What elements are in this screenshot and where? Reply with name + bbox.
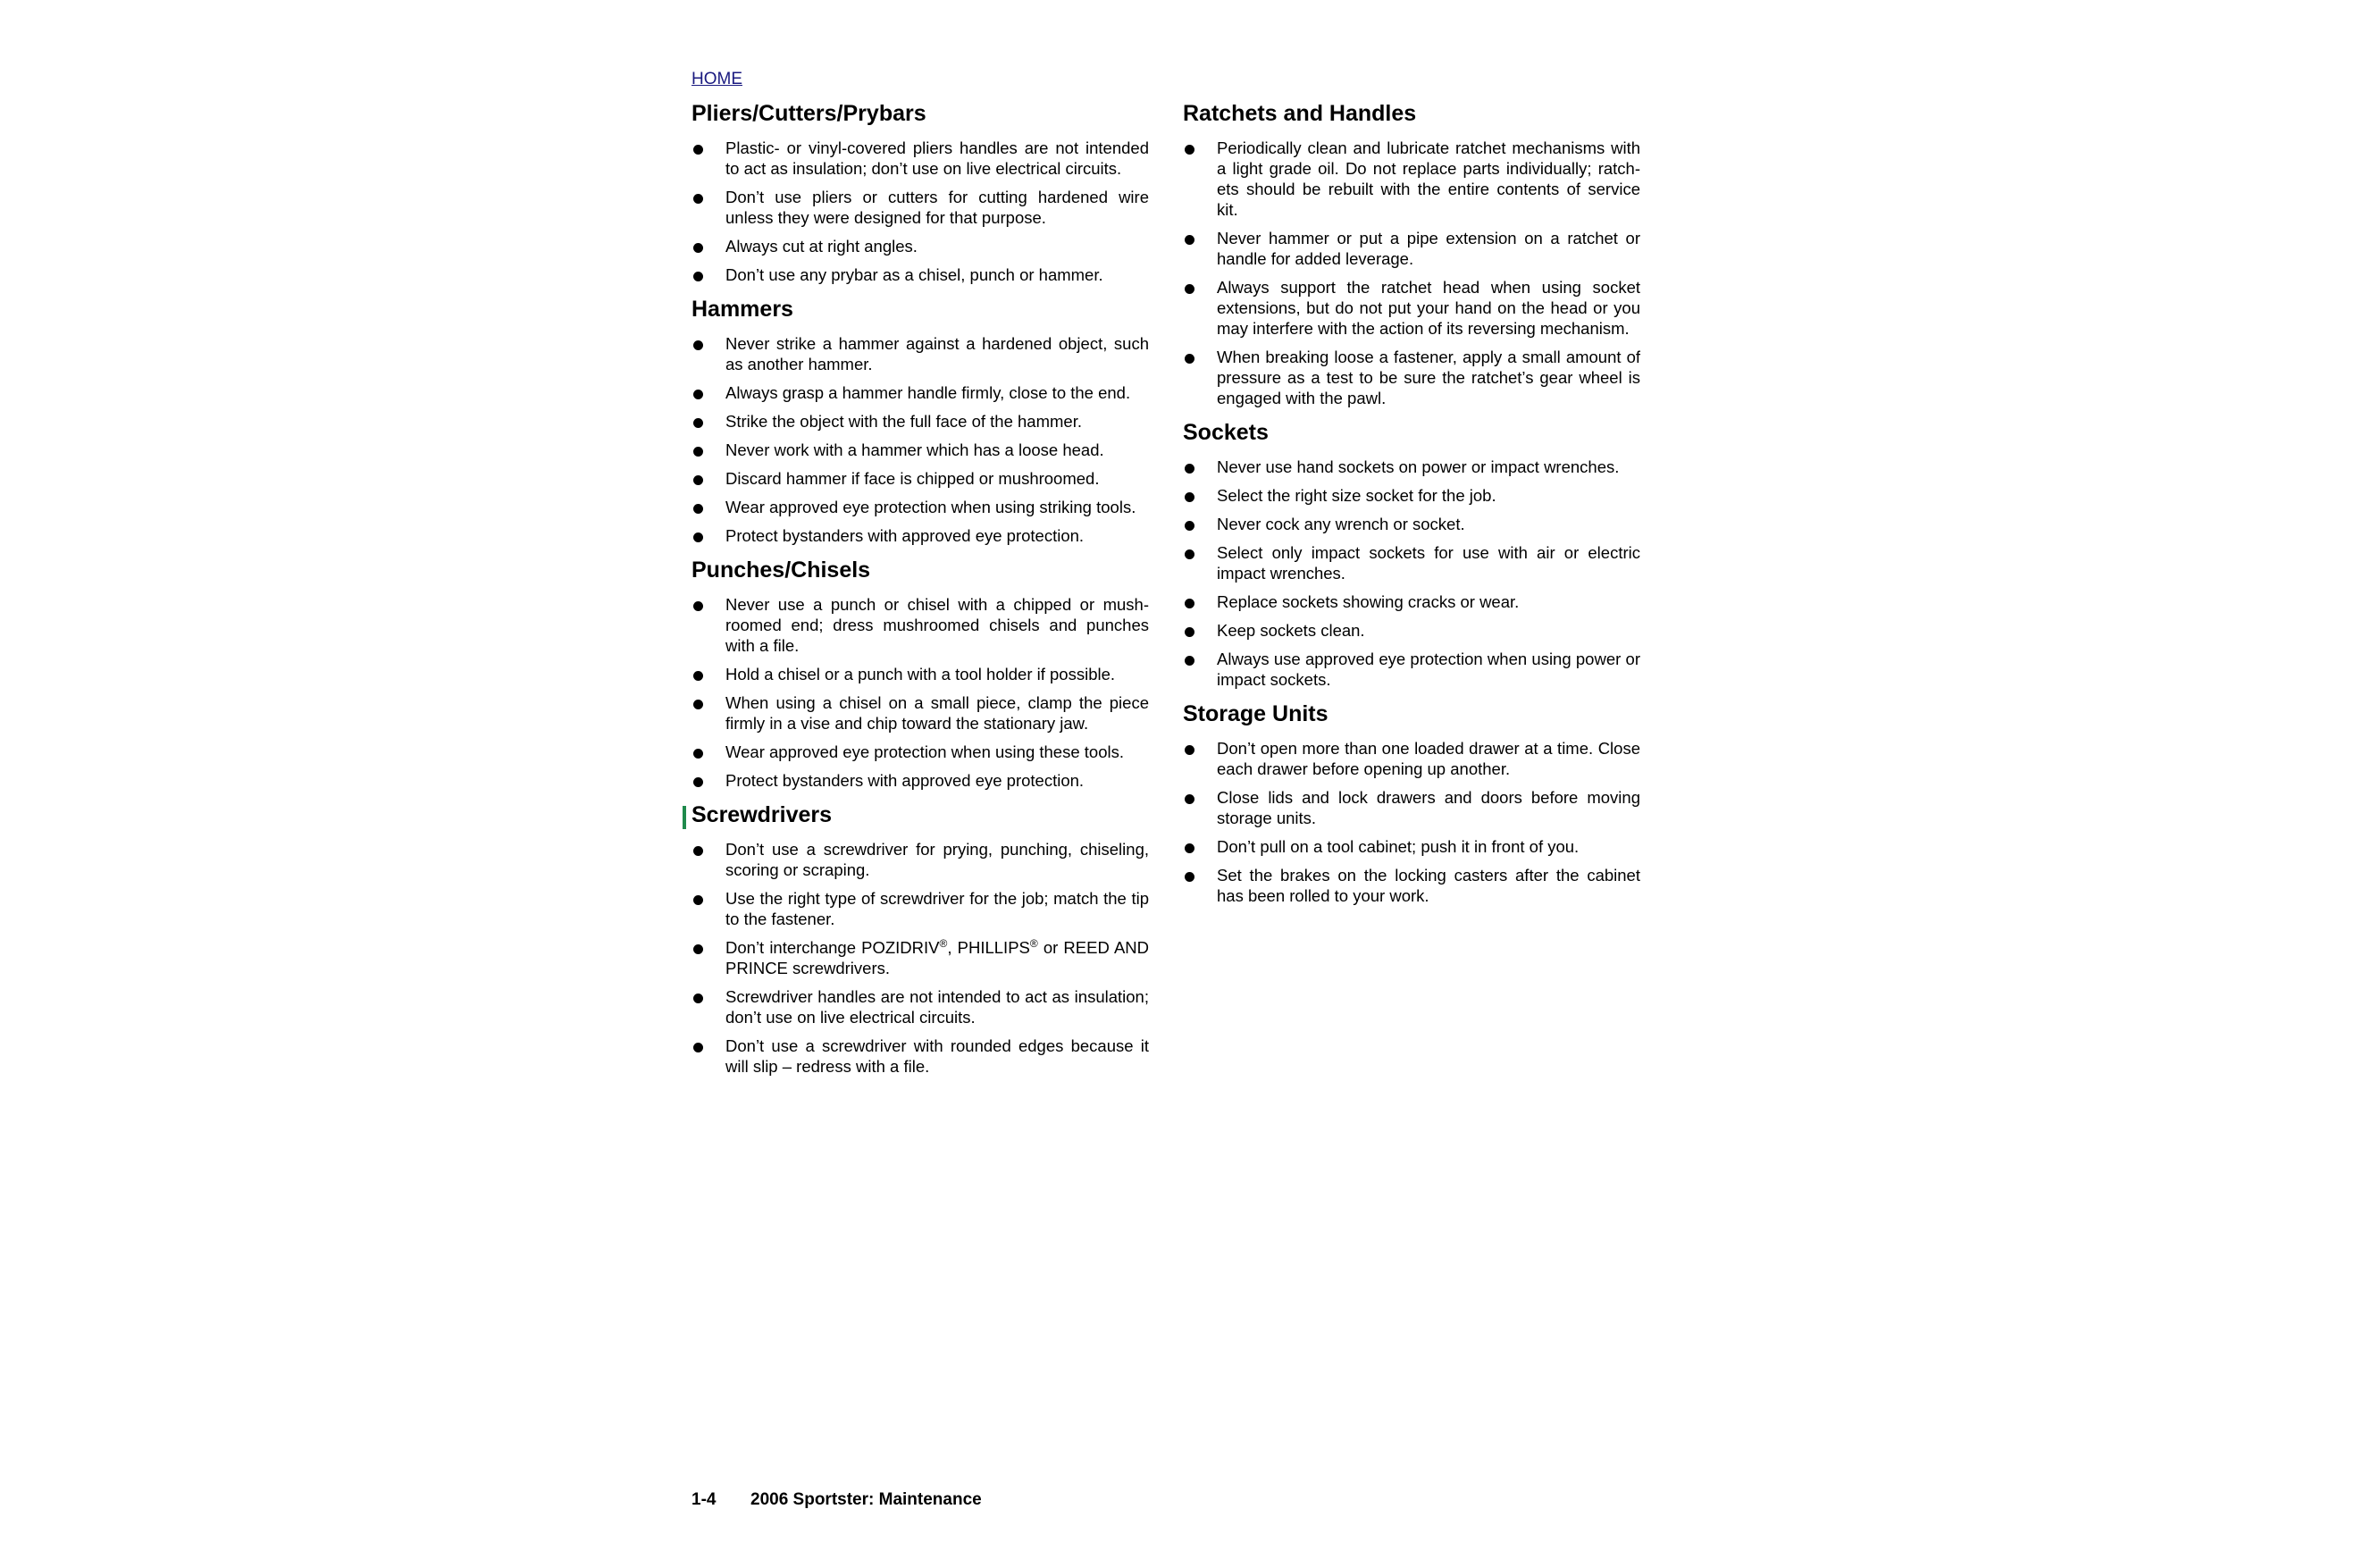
list-item: Keep sockets clean. — [1183, 620, 1640, 641]
list-item: Select the right size socket for the job. — [1183, 485, 1640, 506]
list-item: Don’t use a screwdriver with rounded edges because it will slip – redress with a file. — [691, 1036, 1149, 1077]
list-item: When using a chisel on a small piece, clamp the piece firmly in a vise and chip toward the stationary jaw. — [691, 692, 1149, 734]
bullet-icon — [693, 194, 703, 204]
section-storage-units — [1183, 699, 1640, 906]
list-item: Always grasp a hammer handle firmly, close to the end. — [691, 382, 1149, 403]
list-item: Select only impact sockets for use with air or electric impact wrenches. — [1183, 542, 1640, 583]
bullet-icon — [1185, 492, 1194, 502]
bullet-icon — [693, 145, 703, 155]
list-item: Discard hammer if face is chipped or mushroomed. — [691, 468, 1149, 489]
bullet-icon — [693, 504, 703, 514]
bullet-icon — [693, 994, 703, 1003]
bullet-icon — [693, 777, 703, 787]
section-punches-chisels — [691, 555, 1149, 791]
list-item: When breaking loose a fastener, apply a small amount of pressure as a test to be sure the ratchet’s gear wheel is engaged with the pawl. — [1183, 347, 1640, 408]
list-item: Use the right type of screwdriver for the job; match the tip to the fastener. — [691, 888, 1149, 929]
list-item: Strike the object with the full face of the hammer. — [691, 411, 1149, 432]
list-item: Never use a punch or chisel with a chipped or mushroomed end; dress mushroomed chisels and punches with a file. — [691, 594, 1149, 656]
list-item: Set the brakes on the locking casters after the cabinet has been rolled to your work. — [1183, 865, 1640, 906]
bullet-icon — [693, 532, 703, 542]
section-title: Sockets — [1183, 420, 1269, 445]
bullet-list — [691, 333, 1149, 546]
section-hammers — [691, 294, 1149, 546]
bullet-icon — [693, 944, 703, 954]
list-item: Close lids and lock drawers and doors before moving storage units. — [1183, 787, 1640, 828]
list-item: Always use approved eye protection when using power or impact sockets. — [1183, 649, 1640, 690]
section-title: Ratchets and Handles — [1183, 101, 1417, 126]
list-item: Protect bystanders with approved eye protection. — [691, 525, 1149, 546]
bullet-list — [1183, 138, 1640, 408]
list-item: Always support the ratchet head when using socket extensions, but do not put your hand on the head or you may interfere with the action of its reversing mechanism. — [1183, 277, 1640, 339]
bullet-icon — [693, 1043, 703, 1052]
bullet-list — [691, 839, 1149, 1077]
bullet-icon — [1185, 235, 1194, 245]
section-ratchets-handles — [1183, 98, 1640, 408]
bullet-list — [1183, 457, 1640, 690]
bullet-icon — [1185, 145, 1194, 155]
bullet-icon — [1185, 599, 1194, 608]
list-item: Always cut at right angles. — [691, 236, 1149, 256]
bullet-list — [1183, 738, 1640, 906]
bullet-icon — [1185, 794, 1194, 804]
bullet-icon — [1185, 843, 1194, 853]
list-item: Never hammer or put a pipe extension on a ratchet or handle for added leverage. — [1183, 228, 1640, 269]
change-bar — [683, 806, 686, 829]
section-pliers — [691, 98, 1149, 285]
bullet-icon — [693, 895, 703, 905]
left-column — [691, 98, 1149, 1086]
list-item: Screwdriver handles are not intended to act as insulation; don’t use on live electrical circuits. — [691, 986, 1149, 1027]
bullet-icon — [693, 447, 703, 457]
bullet-icon — [693, 418, 703, 428]
section-title: Storage Units — [1183, 701, 1328, 726]
list-item: Protect bystanders with approved eye protection. — [691, 770, 1149, 791]
list-item: Never work with a hammer which has a loose head. — [691, 440, 1149, 460]
bullet-icon — [1185, 284, 1194, 294]
bullet-icon — [693, 749, 703, 759]
bullet-icon — [693, 846, 703, 856]
bullet-list — [691, 594, 1149, 791]
list-item: Replace sockets showing cracks or wear. — [1183, 591, 1640, 612]
bullet-icon — [1185, 354, 1194, 364]
section-screwdrivers — [691, 800, 1149, 1077]
list-item: Never cock any wrench or socket. — [1183, 514, 1640, 534]
bullet-icon — [1185, 627, 1194, 637]
bullet-icon — [693, 243, 703, 253]
bullet-icon — [1185, 656, 1194, 666]
section-title: Hammers — [691, 297, 793, 322]
bullet-icon — [1185, 464, 1194, 474]
bullet-icon — [693, 601, 703, 611]
list-item: Don’t open more than one loaded drawer at a time. Close each drawer before opening up another. — [1183, 738, 1640, 779]
manual-title: 2006 Sportster: Maintenance — [750, 1490, 982, 1509]
list-item: Hold a chisel or a punch with a tool holder if possible. — [691, 664, 1149, 684]
home-link[interactable]: HOME — [691, 70, 742, 88]
list-item: Don’t pull on a tool cabinet; push it in front of you. — [1183, 836, 1640, 857]
section-title: Pliers/Cutters/Prybars — [691, 101, 926, 126]
list-item: Wear approved eye protection when using striking tools. — [691, 497, 1149, 517]
bullet-icon — [693, 340, 703, 350]
bullet-icon — [1185, 549, 1194, 559]
list-item: Don’t use any prybar as a chisel, punch or hammer. — [691, 264, 1149, 285]
list-item: Don’t use a screwdriver for prying, punching, chiseling, scoring or scraping. — [691, 839, 1149, 880]
list-item: Don’t use pliers or cutters for cutting hardened wire unless they were designed for that purpose. — [691, 187, 1149, 228]
bullet-icon — [693, 700, 703, 709]
bullet-icon — [1185, 521, 1194, 531]
bullet-list — [691, 138, 1149, 285]
bullet-icon — [1185, 872, 1194, 882]
bullet-icon — [693, 390, 703, 399]
section-sockets — [1183, 417, 1640, 690]
bullet-icon — [693, 272, 703, 281]
section-title: Punches/Chisels — [691, 558, 871, 583]
bullet-icon — [693, 671, 703, 681]
list-item: Wear approved eye protection when using these tools. — [691, 742, 1149, 762]
list-item: Periodically clean and lubricate ratchet mechanisms with a light grade oil. Do not replace parts individually; ratchets should be rebuilt with the entire contents of service kit. — [1183, 138, 1640, 220]
list-item: Never strike a hammer against a hardened object, such as another hammer. — [691, 333, 1149, 374]
bullet-icon — [1185, 745, 1194, 755]
bullet-icon — [693, 475, 703, 485]
page-number: 1-4 — [691, 1490, 717, 1509]
section-title: Screwdrivers — [691, 800, 1149, 830]
list-item: Plastic- or vinyl-covered pliers handles are not intended to act as insulation; don’t use on live electrical circuits. — [691, 138, 1149, 179]
list-item: Never use hand sockets on power or impact wrenches. — [1183, 457, 1640, 477]
right-column — [1183, 98, 1640, 915]
list-item: Don’t interchange POZIDRIV®, PHILLIPS® or REED AND PRINCE screwdrivers. — [691, 937, 1149, 978]
page-footer — [691, 1490, 982, 1510]
